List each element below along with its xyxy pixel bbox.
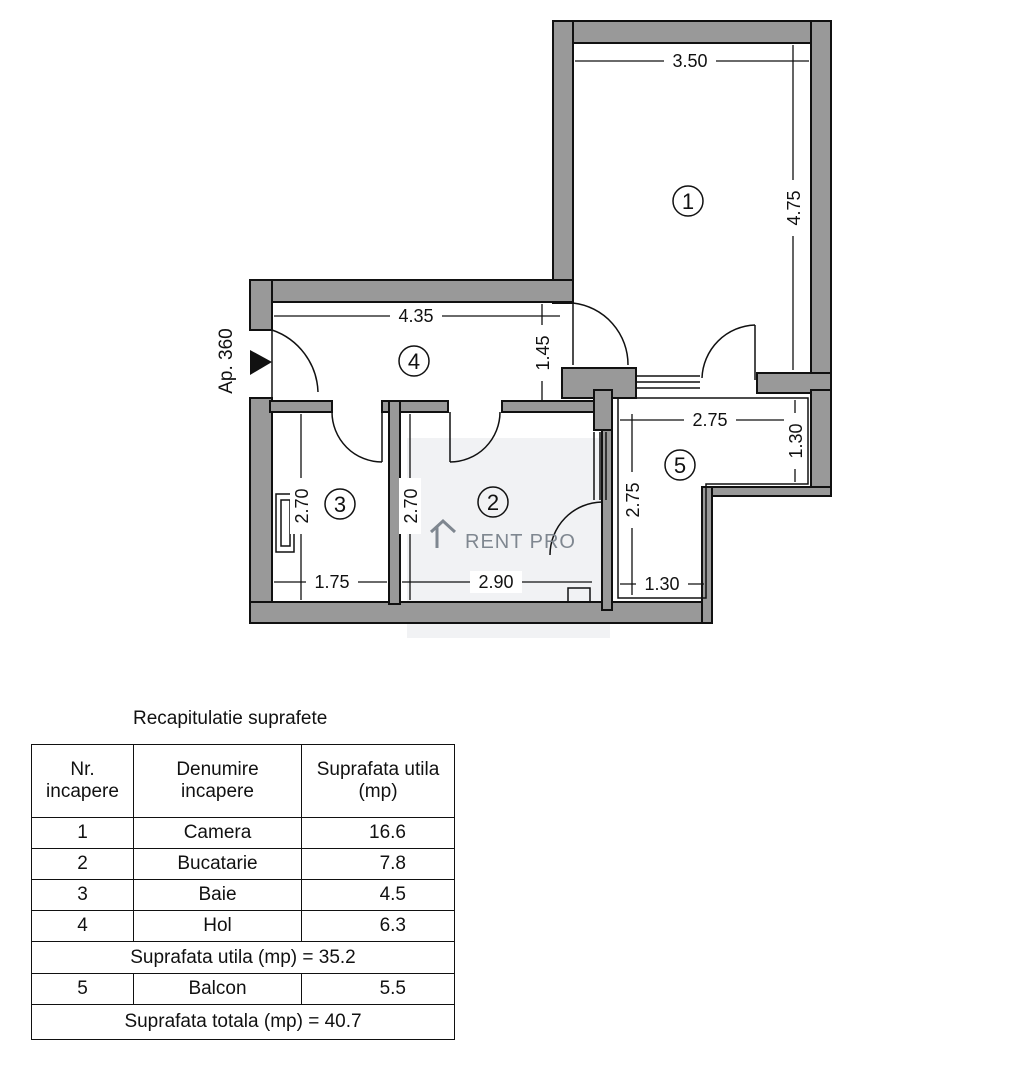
subtotal-cell: Suprafata utila (mp) = 35.2 — [32, 942, 455, 974]
header-area: Suprafata utila (mp) — [302, 745, 455, 818]
entrance-arrow-icon — [250, 350, 272, 375]
table-header-row — [32, 745, 455, 818]
door-entrance — [272, 330, 318, 398]
subtotal-row — [32, 942, 455, 974]
door-room1 — [573, 303, 628, 365]
dim-room1-width: 3.50 — [672, 51, 708, 71]
watermark-text: RENT PRO — [465, 531, 576, 553]
wall-balcony-lower-right — [702, 487, 712, 623]
wall-balcony-right — [811, 390, 831, 496]
room-number-4: 4 — [407, 349, 421, 374]
dim-bath-height: 2.70 — [292, 488, 312, 524]
wall-balcony-step — [708, 487, 831, 496]
dim-kitchen-height: 2.70 — [401, 488, 421, 524]
wall-room1-top — [553, 21, 831, 43]
table-title: Recapitulatie suprafete — [133, 708, 328, 729]
wall-room1-left — [553, 21, 573, 303]
wall-bottom — [250, 602, 710, 623]
wall-bath-kitchen — [389, 401, 400, 604]
dim-balcony-width: 2.75 — [692, 410, 728, 430]
wall-hall-bath — [270, 401, 332, 412]
dim-room1-height: 4.75 — [784, 190, 804, 226]
door-bath — [332, 412, 382, 462]
wall-balcony-left — [602, 430, 612, 610]
table-row: 3 Baie 4.5 — [32, 880, 455, 911]
dim-bath-width: 1.75 — [314, 572, 350, 592]
dim-balcony-bottom: 1.30 — [644, 574, 680, 594]
dim-kitchen-width: 2.90 — [478, 572, 514, 592]
table-row: 2 Bucatarie 7.8 — [32, 849, 455, 880]
dim-balcony-height: 2.75 — [623, 482, 643, 518]
header-name: Denumire incapere — [134, 745, 302, 818]
dim-balcony-right: 1.30 — [786, 423, 806, 459]
wall-kitchen-column — [594, 390, 612, 430]
wall-entrance-top — [250, 280, 272, 330]
header-nr: Nr. incapere — [32, 745, 134, 818]
apartment-label: Ap. 360 — [216, 328, 237, 394]
total-cell: Suprafata totala (mp) = 40.7 — [32, 1005, 455, 1040]
room-number-5: 5 — [673, 453, 687, 478]
wall-bath-left — [250, 398, 272, 623]
dim-hall-width: 4.35 — [398, 306, 434, 326]
table-row-balcony: 5 Balcon 5.5 — [32, 974, 455, 1005]
total-row — [32, 1005, 455, 1040]
wall-hall-top — [250, 280, 573, 302]
room-number-2: 2 — [486, 490, 500, 515]
room-number-1: 1 — [681, 189, 695, 214]
area-summary-table — [31, 744, 455, 1040]
dim-hall-height: 1.45 — [533, 335, 553, 371]
table-row: 4 Hol 6.3 — [32, 911, 455, 942]
table-row: 1 Camera 16.6 — [32, 818, 455, 849]
room-number-3: 3 — [333, 492, 347, 517]
door-room1-balcony — [702, 325, 755, 380]
wall-hall-kitchen-2 — [502, 401, 594, 412]
